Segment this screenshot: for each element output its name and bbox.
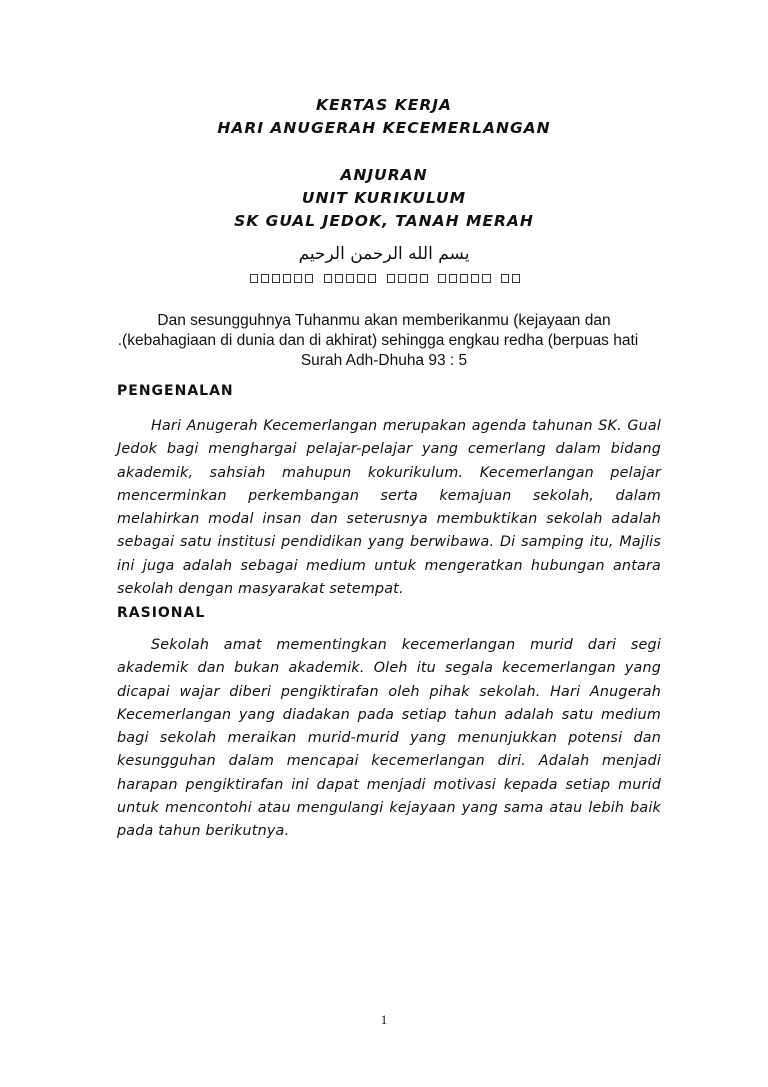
title-unit [0, 187, 768, 209]
title-school [0, 210, 768, 232]
title-anjuran [0, 164, 768, 186]
title-line-1: KERTAS KERJA [315, 96, 453, 114]
section-heading-rasional: RASIONAL [117, 605, 206, 621]
quote-line-1: Dan sesungguhnya Tuhanmu akan memberikanmu (kejayaan dan [157, 312, 611, 329]
title-event-name [0, 117, 768, 139]
section-body-pengenalan: Hari Anugerah Kecemerlangan merupakan agenda tahunan SK. Gual Jedok bagi menghargai pelajar-pelajar yang cemerlang dalam bidang akademik, sahsiah mahupun kokurikulum. Kecemerlangan pelajar mencerminkan perkembangan serta kemajuan sekolah, dalam melahirkan modal insan dan seterusnya membuktikan sekolah adalah sebagai satu institusi pendidikan yang berwibawa. Di samping itu, Majlis ini juga adalah sebagai medium untuk mengeratkan hubungan antara sekolah dengan masyarakat setempat. [117, 418, 661, 598]
section-body-rasional: Sekolah amat mementingkan kecemerlangan murid dari segi akademik dan bukan akademik. Oleh itu segala kecemerlangan yang dicapai wajar diberi pengiktirafan oleh pihak sekolah. Hari Anugerah Kecemerlangan yang diadakan pada setiap tahun adalah satu medium bagi sekolah meraikan murid-murid yang menunjukkan potensi dan kesungguhan dalam mencapai kecemerlangan diri. Adalah menjadi harapan pengiktirafan ini dapat menjadi motivasi kepada setiap murid untuk mencontohi atau mengulangi kejayaan yang sama atau lebih baik pada tahun berikutnya. [117, 637, 661, 840]
title-kertas-kerja [0, 94, 768, 116]
title-line-2: HARI ANUGERAH KECEMERLANGAN [217, 119, 551, 137]
quote-line-2: .(kebahagiaan di dunia dan di akhirat) sehingga engkau redha (berpuas hati [117, 332, 639, 349]
quote-citation: Surah Adh-Dhuha 93 : 5 [300, 352, 468, 369]
title-line-4: UNIT KURIKULUM [301, 189, 467, 207]
title-line-3: ANJURAN [340, 166, 428, 184]
garbled-glyph-row [250, 272, 520, 284]
bismillah-text: يسم الله الرحمن الرحيم [298, 244, 470, 264]
section-heading-pengenalan: PENGENALAN [117, 383, 234, 399]
page-number: 1 [380, 1012, 388, 1027]
title-line-5: SK GUAL JEDOK, TANAH MERAH [234, 212, 534, 230]
